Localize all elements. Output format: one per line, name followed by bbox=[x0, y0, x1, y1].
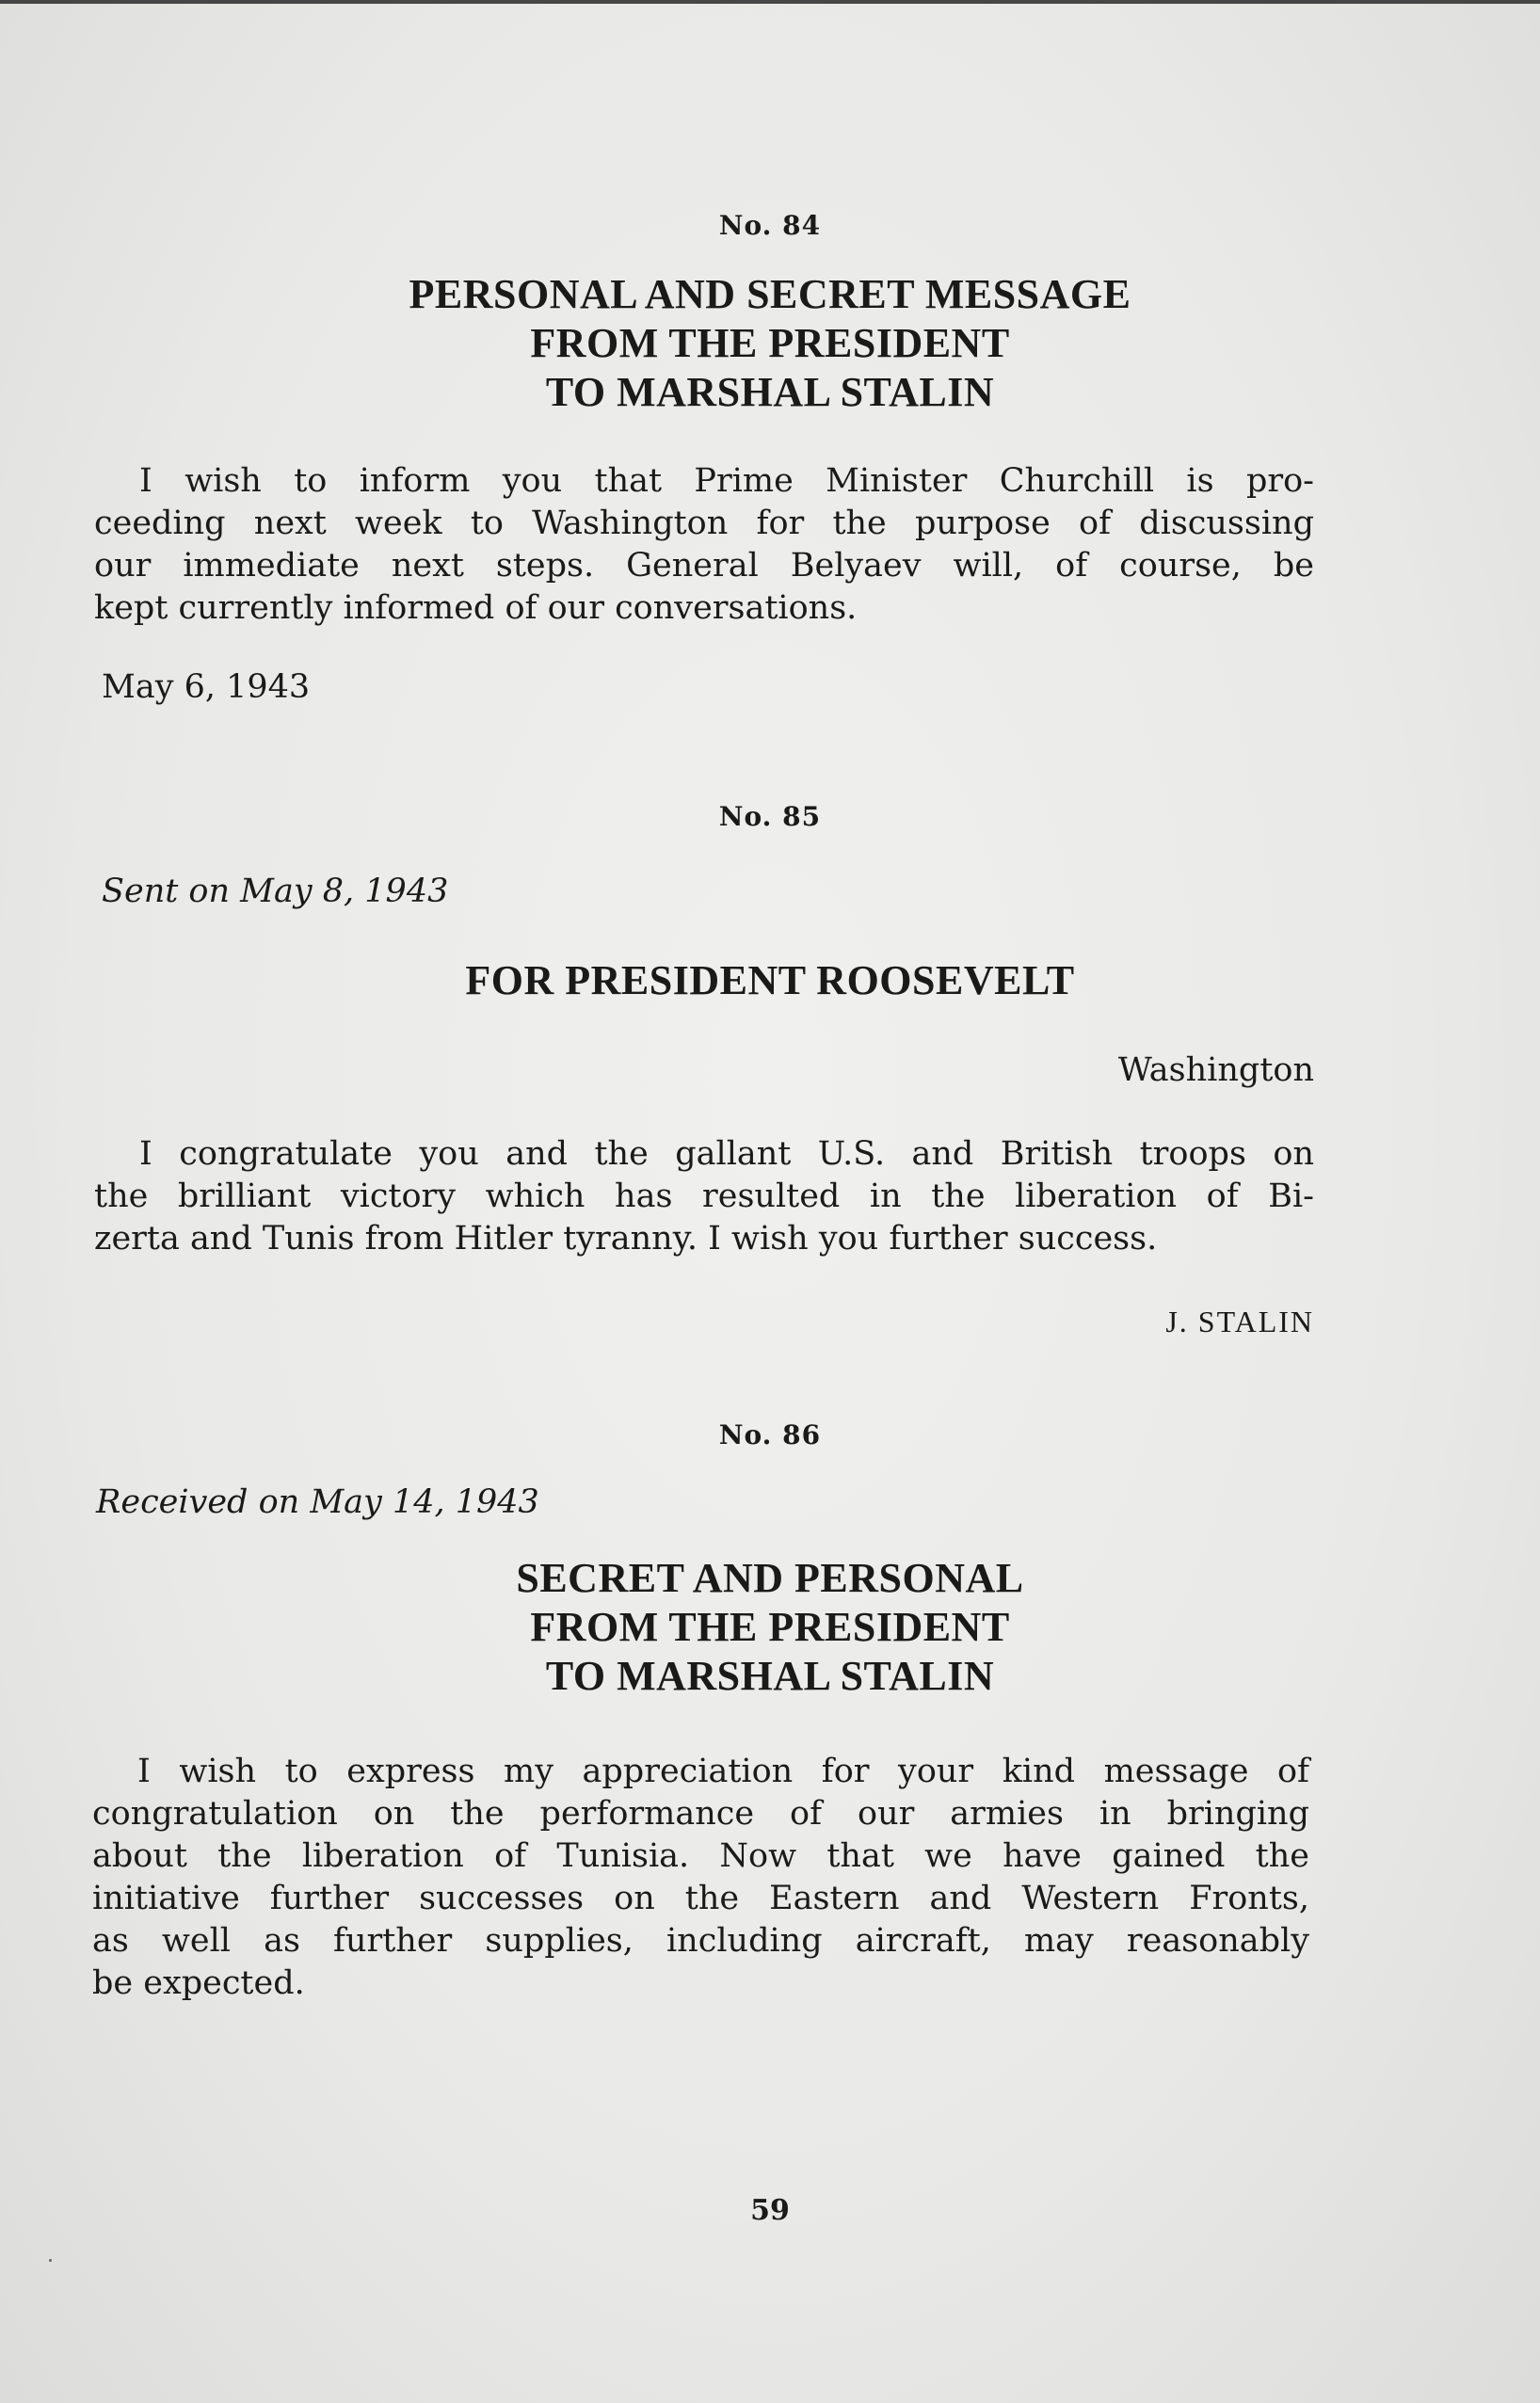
doc-86-heading-line-3: TO MARSHAL STALIN bbox=[545, 1653, 995, 1699]
doc-84-line-2: ceeding next week to Washington for the purpose of discussing bbox=[94, 505, 1314, 542]
paper-speck bbox=[49, 2259, 52, 2262]
doc-84-line-1: I wish to inform you that Prime Minister Churchill is pro- bbox=[139, 462, 1314, 500]
doc-86-line-1: I wish to express my appreciation for your kind message of bbox=[137, 1753, 1309, 1790]
doc-85-place: Washington bbox=[1117, 1051, 1314, 1089]
doc-84-heading-line-1: PERSONAL AND SECRET MESSAGE bbox=[409, 271, 1131, 317]
doc-84-number: No. 84 bbox=[718, 210, 822, 241]
doc-86-heading-line-1: SECRET AND PERSONAL bbox=[516, 1555, 1024, 1601]
doc-85-line-2: the brilliant victory which has resulted in the liberation of Bi- bbox=[94, 1177, 1314, 1215]
doc-85-heading bbox=[0, 956, 1540, 1005]
doc-86-line-2: congratulation on the performance of our armies in bringing bbox=[92, 1795, 1309, 1833]
doc-85-number: No. 85 bbox=[718, 801, 822, 832]
doc-86-body bbox=[92, 1751, 1309, 2005]
doc-85-heading-line-1: FOR PRESIDENT ROOSEVELT bbox=[465, 957, 1075, 1003]
doc-84-heading bbox=[0, 270, 1540, 417]
doc-86-line-4: initiative further successes on the Eastern and Western Fronts, bbox=[92, 1880, 1309, 1917]
doc-86-number: No. 86 bbox=[718, 1419, 822, 1450]
doc-84-line-3: our immediate next steps. General Belyaev will, of course, be bbox=[94, 547, 1314, 585]
doc-86-heading bbox=[0, 1554, 1540, 1701]
page-top-edge bbox=[0, 0, 1540, 4]
doc-86-heading-line-2: FROM THE PRESIDENT bbox=[530, 1604, 1010, 1650]
doc-86-line-5: as well as further supplies, including aircraft, may reasonably bbox=[92, 1922, 1309, 1960]
doc-86-received-date: Received on May 14, 1943 bbox=[96, 1483, 539, 1521]
page-number: 59 bbox=[750, 2194, 790, 2227]
doc-85-line-1: I congratulate you and the gallant U.S. and British troops on bbox=[139, 1135, 1314, 1173]
doc-85-signature: J. STALIN bbox=[1165, 1305, 1314, 1338]
doc-84-heading-line-3: TO MARSHAL STALIN bbox=[545, 369, 995, 415]
doc-84-body bbox=[94, 460, 1314, 630]
doc-84-date: May 6, 1943 bbox=[102, 668, 311, 706]
doc-85-body bbox=[94, 1133, 1314, 1260]
doc-86-line-3: about the liberation of Tunisia. Now that we have gained the bbox=[92, 1837, 1309, 1875]
doc-85-sent-date: Sent on May 8, 1943 bbox=[102, 873, 449, 910]
doc-84-line-4: kept currently informed of our conversations. bbox=[94, 589, 858, 627]
doc-84-heading-line-2: FROM THE PRESIDENT bbox=[530, 320, 1010, 366]
doc-85-line-3: zerta and Tunis from Hitler tyranny. I wish you further success. bbox=[94, 1220, 1158, 1258]
doc-86-line-6: be expected. bbox=[92, 1964, 305, 2002]
